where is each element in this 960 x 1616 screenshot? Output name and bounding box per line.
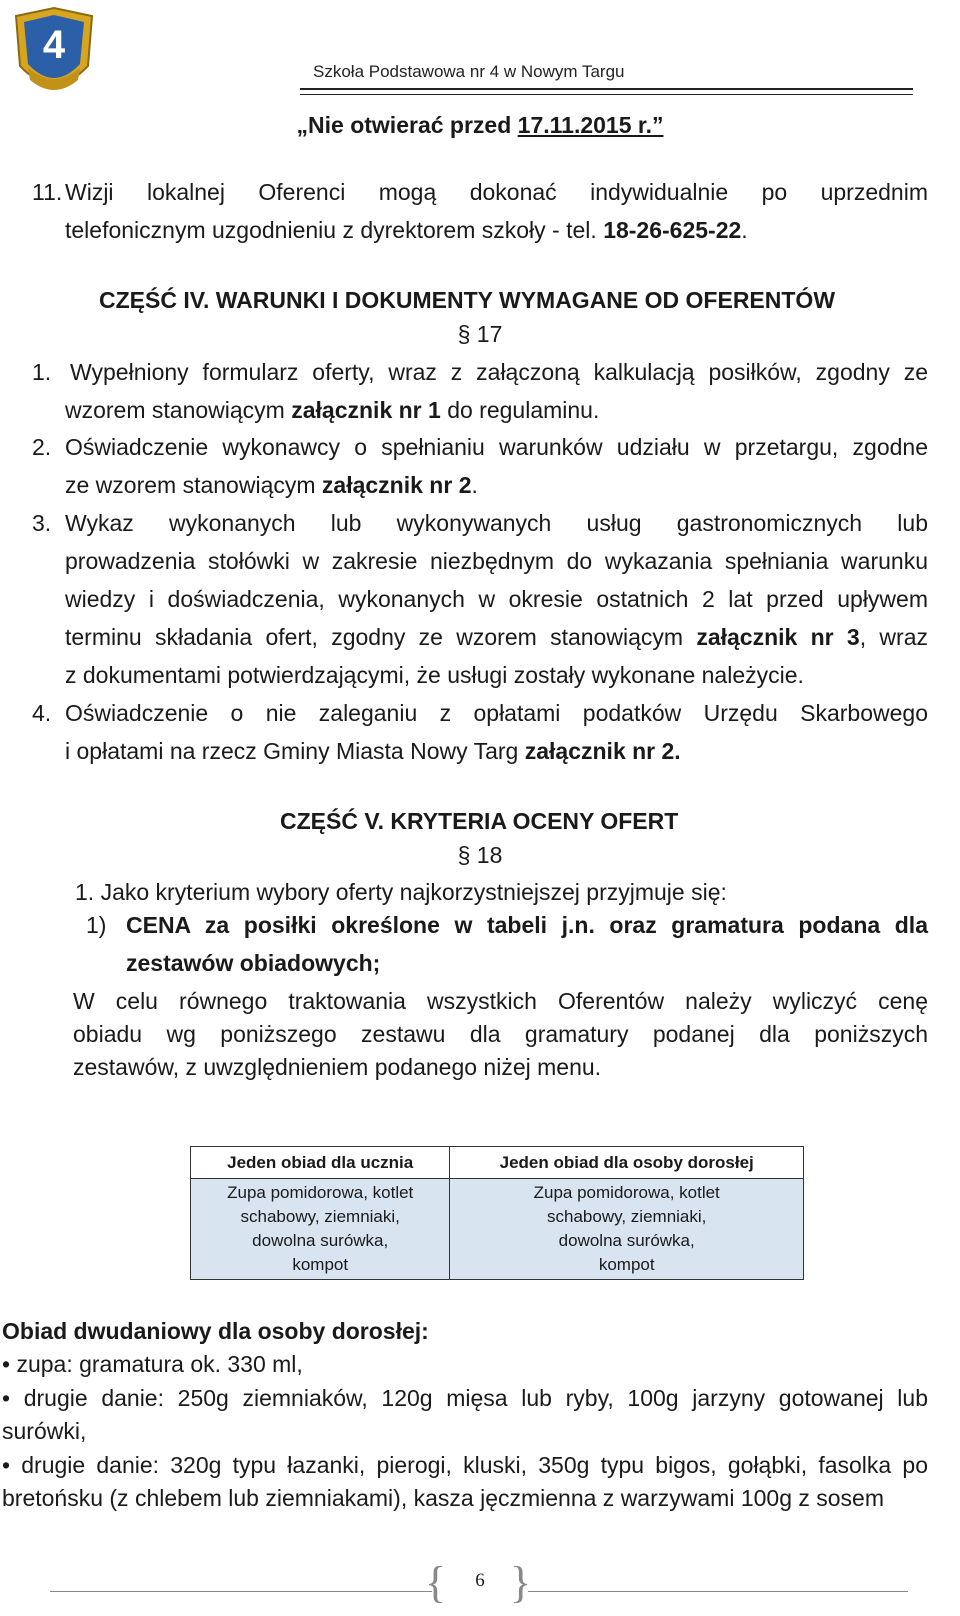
footer-rule-right: [528, 1591, 908, 1592]
p4-item1-number: 1.: [32, 359, 52, 385]
p4-item3-line4: terminu składania ofert, zgodny ze wzorem stanowiącym załącznik nr 3, wraz: [65, 624, 928, 650]
p4-item2-line1: Oświadczenie wykonawcy o spełnianiu warunków udziału w przetargu, zgodne: [65, 434, 928, 460]
table-cell-student: Zupa pomidorowa, kotlet schabowy, ziemniaki, dowolna surówka, kompot: [191, 1179, 450, 1280]
part4-section: § 17: [457, 321, 503, 347]
part4-heading: CZĘŚĆ IV. WARUNKI I DOKUMENTY WYMAGANE OD OFERENTÓW: [99, 287, 836, 313]
adult-heading: Obiad dwudaniowy dla osoby dorosłej:: [2, 1318, 429, 1344]
item11-line1: Wizji lokalnej Oferenci mogą dokonać indywidualnie po uprzednim: [65, 179, 928, 205]
school-logo: [8, 6, 100, 102]
p5-para-line3: zestawów, z uwzględnieniem podanego niżej menu.: [73, 1054, 602, 1080]
footer-brace-left: {: [425, 1558, 447, 1607]
p4-item3-line2: prowadzenia stołówki w zakresie niezbędnym do wykazania spełniania warunku: [65, 548, 928, 574]
p4-item2-line2: ze wzorem stanowiącym załącznik nr 2.: [65, 472, 478, 498]
table-header-row: [191, 1147, 804, 1179]
footer-rule-left: [50, 1591, 432, 1592]
adult-bullet-1: • zupa: gramatura ok. 330 ml,: [2, 1351, 303, 1377]
p5-para-line1: W celu równego traktowania wszystkich Oferentów należy wyliczyć cenę: [73, 988, 928, 1014]
p4-item1-line2: wzorem stanowiącym załącznik nr 1 do regulaminu.: [65, 397, 600, 423]
header-school-name: Szkoła Podstawowa nr 4 w Nowym Targu: [313, 62, 625, 81]
table-cell-adult: Zupa pomidorowa, kotlet schabowy, ziemniaki, dowolna surówka, kompot: [450, 1179, 804, 1280]
p4-item3-number: 3.: [32, 510, 52, 536]
part5-section: § 18: [457, 842, 503, 868]
p5-sub1-line2: zestawów obiadowych;: [126, 950, 381, 976]
table-header-adult: Jeden obiad dla osoby dorosłej: [450, 1147, 804, 1179]
phone-number: 18-26-625-22: [603, 217, 742, 243]
item11-number: 11.: [32, 179, 63, 205]
page-number: 6: [475, 1570, 485, 1591]
footer-brace-right: }: [510, 1558, 532, 1607]
table-header-student: Jeden obiad dla ucznia: [191, 1147, 450, 1179]
p5-sub1-line1: CENA za posiłki określone w tabeli j.n. oraz gramatura podana dla: [126, 912, 928, 938]
p4-item1-line1: Wypełniony formularz oferty, wraz z załączoną kalkulacją posiłków, zgodny ze: [70, 359, 928, 385]
p4-item4-line2: i opłatami na rzecz Gminy Miasta Nowy Targ załącznik nr 2.: [65, 738, 681, 764]
notice-line: [0, 112, 960, 139]
notice-date: 17.11.2015 r.”: [517, 112, 664, 138]
adult-bullet-2-line1: • drugie danie: 250g ziemniaków, 120g mięsa lub ryby, 100g jarzyny gotowanej lub: [2, 1385, 928, 1411]
meal-table: [190, 1146, 804, 1280]
adult-bullet-3-line1: • drugie danie: 320g typu łazanki, pierogi, kluski, 350g typu bigos, gołąbki, fasolka po: [2, 1452, 928, 1478]
part5-heading: CZĘŚĆ V. KRYTERIA OCENY OFERT: [280, 808, 679, 834]
table-row: [191, 1179, 804, 1280]
item11-line2: telefonicznym uzgodnieniu z dyrektorem szkoły - tel. 18-26-625-22.: [65, 217, 748, 243]
header-rule-thin: [300, 94, 913, 95]
p5-sub1-number: 1): [86, 912, 107, 938]
p4-item4-line1: Oświadczenie o nie zaleganiu z opłatami podatków Urzędu Skarbowego: [65, 700, 928, 726]
p5-item1: 1. Jako kryterium wybory oferty najkorzystniejszej przyjmuje się:: [75, 879, 727, 905]
notice-prefix: „Nie otwierać przed: [296, 112, 518, 138]
p4-item2-number: 2.: [32, 434, 52, 460]
p4-item3-line5: z dokumentami potwierdzającymi, że usługi zostały wykonane należycie.: [65, 662, 804, 688]
adult-bullet-3-line2: bretońsku (z chlebem lub ziemniakami), kasza jęczmienna z warzywami 100g z sosem: [2, 1485, 885, 1511]
p4-item3-line1: Wykaz wykonanych lub wykonywanych usług gastronomicznych lub: [65, 510, 928, 536]
p5-para-line2: obiadu wg poniższego zestawu dla gramatury podanej dla poniższych: [73, 1021, 928, 1047]
p4-item3-line3: wiedzy i doświadczenia, wykonanych w okresie ostatnich 2 lat przed upływem: [65, 586, 928, 612]
logo-number: 4: [42, 23, 66, 67]
adult-bullet-2-line2: surówki,: [2, 1418, 87, 1444]
p4-item4-number: 4.: [32, 700, 52, 726]
header-rule: [300, 88, 913, 90]
